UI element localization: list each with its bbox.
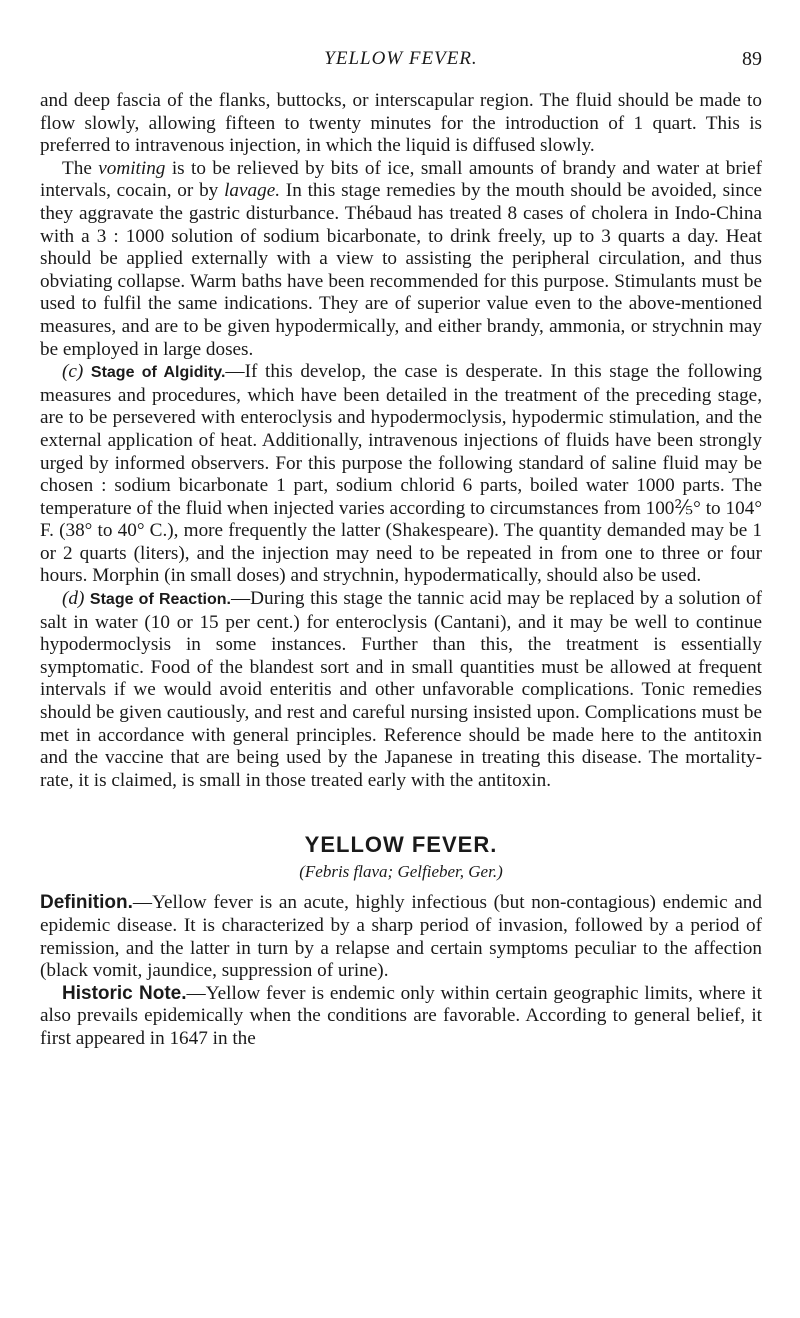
running-title: YELLOW FEVER.: [324, 48, 478, 69]
body-text: [40, 90, 762, 1051]
definition-heading: Definition.: [40, 892, 133, 914]
book-page: [40, 0, 763, 1049]
stage-label: (c): [62, 361, 84, 383]
emphasis-lavage: lavage.: [224, 180, 281, 202]
paragraph-definition: Definition.—Yellow fever is an acute, highly infectious (but non-contagious) endemic and epidemic disease. It is characterized by a sharp period of invasion, followed by a period of remission, and the latter in turn by a relapse and certain symptoms peculiar to the affection (black vomit, jaundice, suppression of urine).: [40, 892, 762, 982]
paragraph-historic-note: Historic Note.—Yellow fever is endemic only within certain geographic limits, where it also prevails epidemically when the conditions are favorable. According to general belief, it first appeared in 1647 in the: [40, 982, 762, 1049]
running-header: [40, 0, 762, 70]
paragraph-continuation: and deep fascia of the flanks, buttocks, or interscapular region. The fluid should be made to flow slowly, allowing fifteen to twenty minutes for the introduction of 1 quart. This is preferred to intravenous injection, in which the liquid is diffused slowly.: [40, 90, 762, 157]
page-number: 89: [742, 48, 762, 70]
stage-label: (d): [62, 588, 85, 610]
stage-heading-algidity: Stage of Algidity.: [90, 364, 226, 382]
paragraph-stage-algidity: (c) Stage of Algidity.—If this develop, the case is desperate. In this stage the following measures and procedures, which have been detailed in the treatment of the preceding stage, are to be persevered with enteroclysis and hypodermoclysis, hypodermic stimulation, and the external application of heat. Additionally, intravenous injections of fluids have been strongly urged by informed observers. For this purpose the following standard of saline fluid may be chosen : sodium bicarbonate 1 part, sodium chlorid 6 parts, boiled water 1000 parts. The temperature of the fluid when injected varies according to circumstances from 100⅖° to 104° F. (38° to 40° C.), more frequently the latter (Shakespeare). The quantity demanded may be 1 or 2 quarts (liters), and the injection may need to be repeated in from one to three or four hours. Morphin (in small doses) and strychnin, hypodermatically, should also be used.: [40, 361, 763, 587]
section-subtitle: (Febris flava; Gelfieber, Ger.): [299, 862, 503, 882]
historic-note-heading: Historic Note.: [62, 982, 187, 1004]
section-title: YELLOW FEVER.: [304, 832, 498, 858]
paragraph-vomiting: The vomiting is to be relieved by bits of ice, small amounts of brandy and water at brief intervals, cocain, or by lavage. In this stage remedies by the mouth should be avoided, since they aggravate the gastric disturbance. Thébaud has treated 8 cases of cholera in Indo-China with a 3 : 1000 solution of sodium bicarbonate, to drink freely, up to 3 quarts a day. Heat should be applied externally with a view to assisting the peripheral circulation, and thus obviating collapse. Warm baths have been recommended for this purpose. Stimulants must be used to fulfil the same indications. They are of superior value even to the above-mentioned measures, and are to be given hypodermically, and either brandy, ammonia, or strychnin may be employed in large doses.: [40, 157, 762, 360]
emphasis-vomiting: vomiting: [98, 157, 166, 179]
stage-heading-reaction: Stage of Reaction.: [89, 591, 231, 609]
paragraph-stage-reaction: (d) Stage of Reaction.—During this stage the tannic acid may be replaced by a solution of salt in water (10 or 15 per cent.) for enteroclysis (Cantani), and it may be well to continue hypodermoclysis in some instances. Further than this, the treatment is essentially symptomatic. Food of the blandest sort and in small quantities must be allowed at frequent intervals if we would avoid enteritis and other unfavorable complications. Tonic remedies should be given cautiously, and rest and careful nursing insisted upon. Complications must be met in accordance with general principles. Reference should be made here to the antitoxin and the vaccine that are being used by the Japanese in treating this disease. The mortality-rate, it is claimed, is small in those treated early with the antitoxin.: [40, 588, 763, 791]
